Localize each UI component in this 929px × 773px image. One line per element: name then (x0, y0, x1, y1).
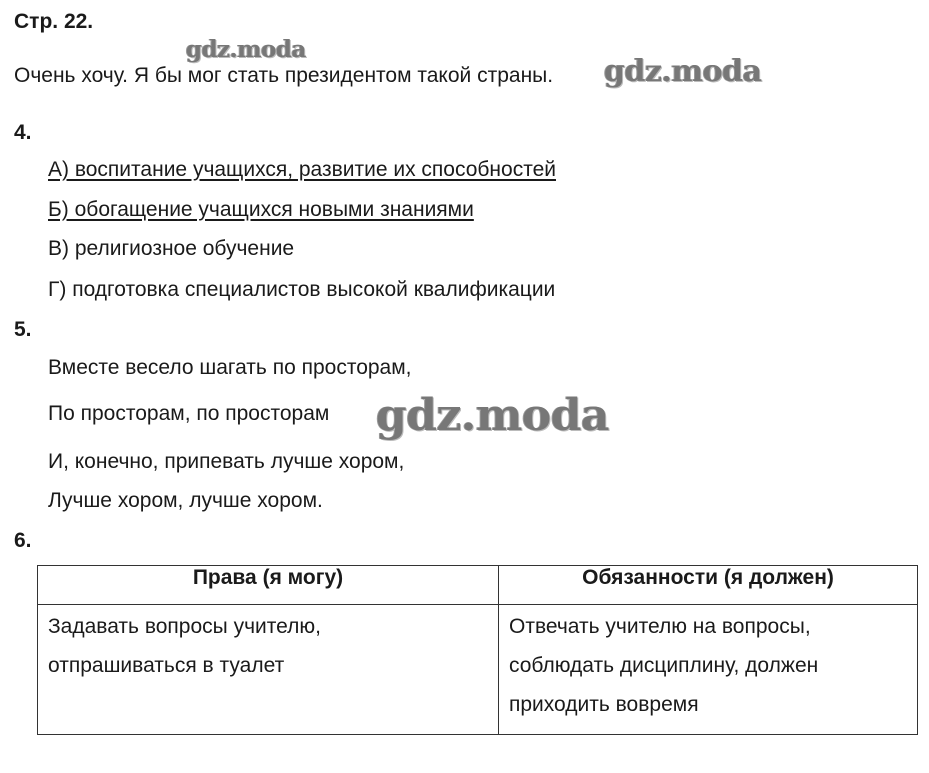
rights-header: Права (я могу) (38, 566, 499, 605)
table-row (38, 605, 918, 735)
watermark-logo: gdz.moda (604, 54, 762, 89)
duties-line: соблюдать дисциплину, должен (509, 654, 819, 677)
intro-answer: Очень хочу. Я бы мог стать президентом такой страны. (14, 64, 554, 87)
watermark-logo: gdz.moda (376, 390, 610, 441)
task-5-number: 5. (14, 318, 32, 341)
task-4-option-b: Б) обогащение учащихся новыми знаниями (48, 198, 474, 221)
page-title: Стр. 22. (14, 10, 94, 33)
poem-line-2: По просторам, по просторам (48, 402, 330, 425)
task-4-option-d: Г) подготовка специалистов высокой квалификации (48, 278, 556, 301)
poem-line-3: И, конечно, припевать лучше хором, (48, 450, 405, 473)
duties-cell (499, 605, 918, 735)
watermark-logo: gdz.moda (186, 36, 306, 63)
duties-line: Отвечать учителю на вопросы, (509, 615, 811, 638)
rights-duties-table (37, 565, 918, 735)
rights-line: Задавать вопросы учителю, (48, 615, 321, 638)
task-4-option-a: А) воспитание учащихся, развитие их способностей (48, 158, 556, 181)
task-6-number: 6. (14, 529, 32, 552)
rights-line: отпрашиваться в туалет (48, 654, 285, 677)
task-4-number: 4. (14, 121, 32, 144)
duties-header: Обязанности (я должен) (499, 566, 918, 605)
task-4-option-c: В) религиозное обучение (48, 237, 295, 260)
poem-line-1: Вместе весело шагать по просторам, (48, 356, 412, 379)
poem-line-4: Лучше хором, лучше хором. (48, 489, 323, 512)
duties-line: приходить вовремя (509, 693, 699, 716)
rights-cell (38, 605, 499, 735)
table-header-row (38, 566, 918, 605)
